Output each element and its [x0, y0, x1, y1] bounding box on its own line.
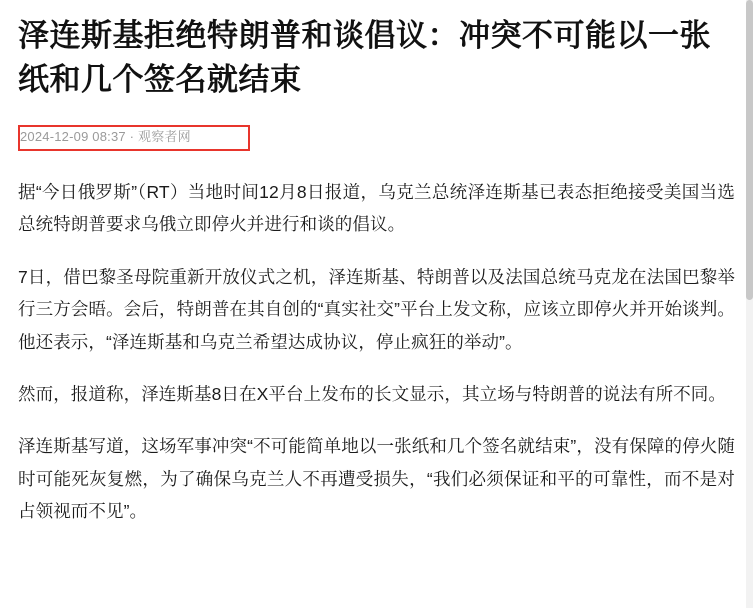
article-timestamp-source: 2024-12-09 08:37 · 观察者网	[20, 129, 191, 145]
article-paragraph: 然而，报道称，泽连斯基8日在X平台上发布的长文显示，其立场与特朗普的说法有所不同。	[18, 383, 727, 404]
article-body	[18, 176, 735, 527]
page-title: 泽连斯基拒绝特朗普和谈倡议：冲突不可能以一张纸和几个签名就结束	[18, 18, 711, 98]
scrollbar-thumb[interactable]	[746, 0, 753, 300]
article-paragraph: 泽连斯基写道，这场军事冲突“不可能简单地以一张纸和几个签名就结束”，没有保障的停火随时可能死灰复燃，为了确保乌克兰人不再遭受损失，“我们必须保证和平的可靠性，而不是对占领视而不见”。	[18, 436, 735, 522]
article-meta	[18, 124, 735, 150]
article-paragraph: 7日，借巴黎圣母院重新开放仪式之机，泽连斯基、特朗普以及法国总统马克龙在法国巴黎举行三方会晤。会后，特朗普在其自创的“真实社交”平台上发文称，应该立即停火并开始谈判。他还表示，“泽连斯基和乌克兰希望达成协议，停止疯狂的举动”。	[18, 266, 735, 352]
article-paragraph: 据“今日俄罗斯”（RT）当地时间12月8日报道，乌克兰总统泽连斯基已表态拒绝接受美国当选总统特朗普要求乌俄立即停火并进行和谈的倡议。	[18, 182, 735, 235]
page-scrollbar[interactable]	[746, 0, 753, 608]
